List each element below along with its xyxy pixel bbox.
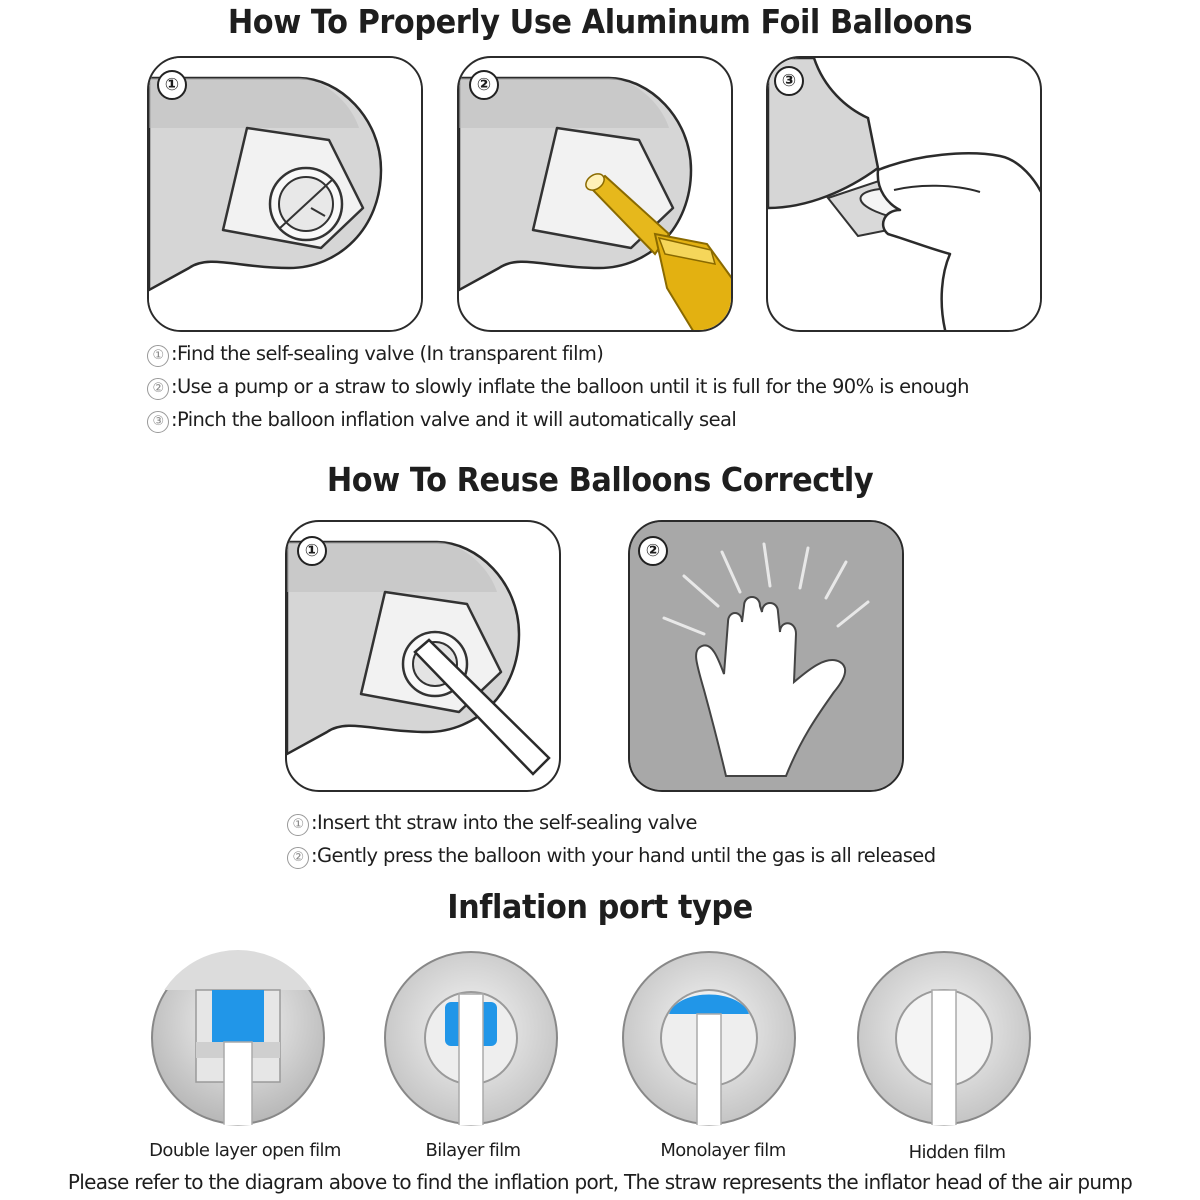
pump-panel xyxy=(457,56,733,332)
instruction-step: ② :Gently press the balloon with your hand until the gas is all released xyxy=(287,844,936,869)
double-layer-open-film-icon xyxy=(150,950,326,1126)
straw-insert-panel xyxy=(285,520,561,792)
valve-illustration xyxy=(149,58,423,332)
step-number-badge: ③ xyxy=(774,66,804,96)
instruction-step: ① :Insert tht straw into the self-sealing valve xyxy=(287,811,697,836)
monolayer-film-icon xyxy=(621,950,797,1126)
port-label: Monolayer film xyxy=(660,1140,786,1161)
port-bilayer xyxy=(383,950,559,1126)
port-double-layer-open xyxy=(150,950,326,1126)
section1-title: How To Properly Use Aluminum Foil Balloons xyxy=(227,2,973,41)
port-hidden xyxy=(856,950,1032,1126)
seal-illustration xyxy=(768,58,1042,332)
section3-title: Inflation port type xyxy=(447,887,753,926)
instruction-step: ① :Find the self-sealing valve (In transparent film) xyxy=(147,342,603,367)
hand-press-illustration xyxy=(630,522,904,792)
pump-illustration xyxy=(459,58,733,332)
step-number-badge: ① xyxy=(157,70,187,100)
section2-title: How To Reuse Balloons Correctly xyxy=(326,460,874,499)
bilayer-film-icon xyxy=(383,950,559,1126)
footer-note: Please refer to the diagram above to find the inflation port, The straw represents the inflator head of the air pump xyxy=(67,1170,1133,1194)
port-label: Hidden film xyxy=(908,1142,1006,1163)
port-monolayer xyxy=(621,950,797,1126)
valve-panel xyxy=(147,56,423,332)
step-number-badge: ① xyxy=(297,536,327,566)
port-label: Bilayer film xyxy=(425,1140,521,1161)
port-label: Double layer open film xyxy=(149,1140,341,1161)
press-panel xyxy=(628,520,904,792)
instruction-step: ③ :Pinch the balloon inflation valve and it will automatically seal xyxy=(147,408,736,433)
step-number-badge: ② xyxy=(469,70,499,100)
straw-illustration xyxy=(287,522,561,792)
instruction-step: ② :Use a pump or a straw to slowly inflate the balloon until it is full for the 90% is enough xyxy=(147,375,969,400)
step-number-badge: ② xyxy=(638,536,668,566)
hidden-film-icon xyxy=(856,950,1032,1126)
seal-panel xyxy=(766,56,1042,332)
